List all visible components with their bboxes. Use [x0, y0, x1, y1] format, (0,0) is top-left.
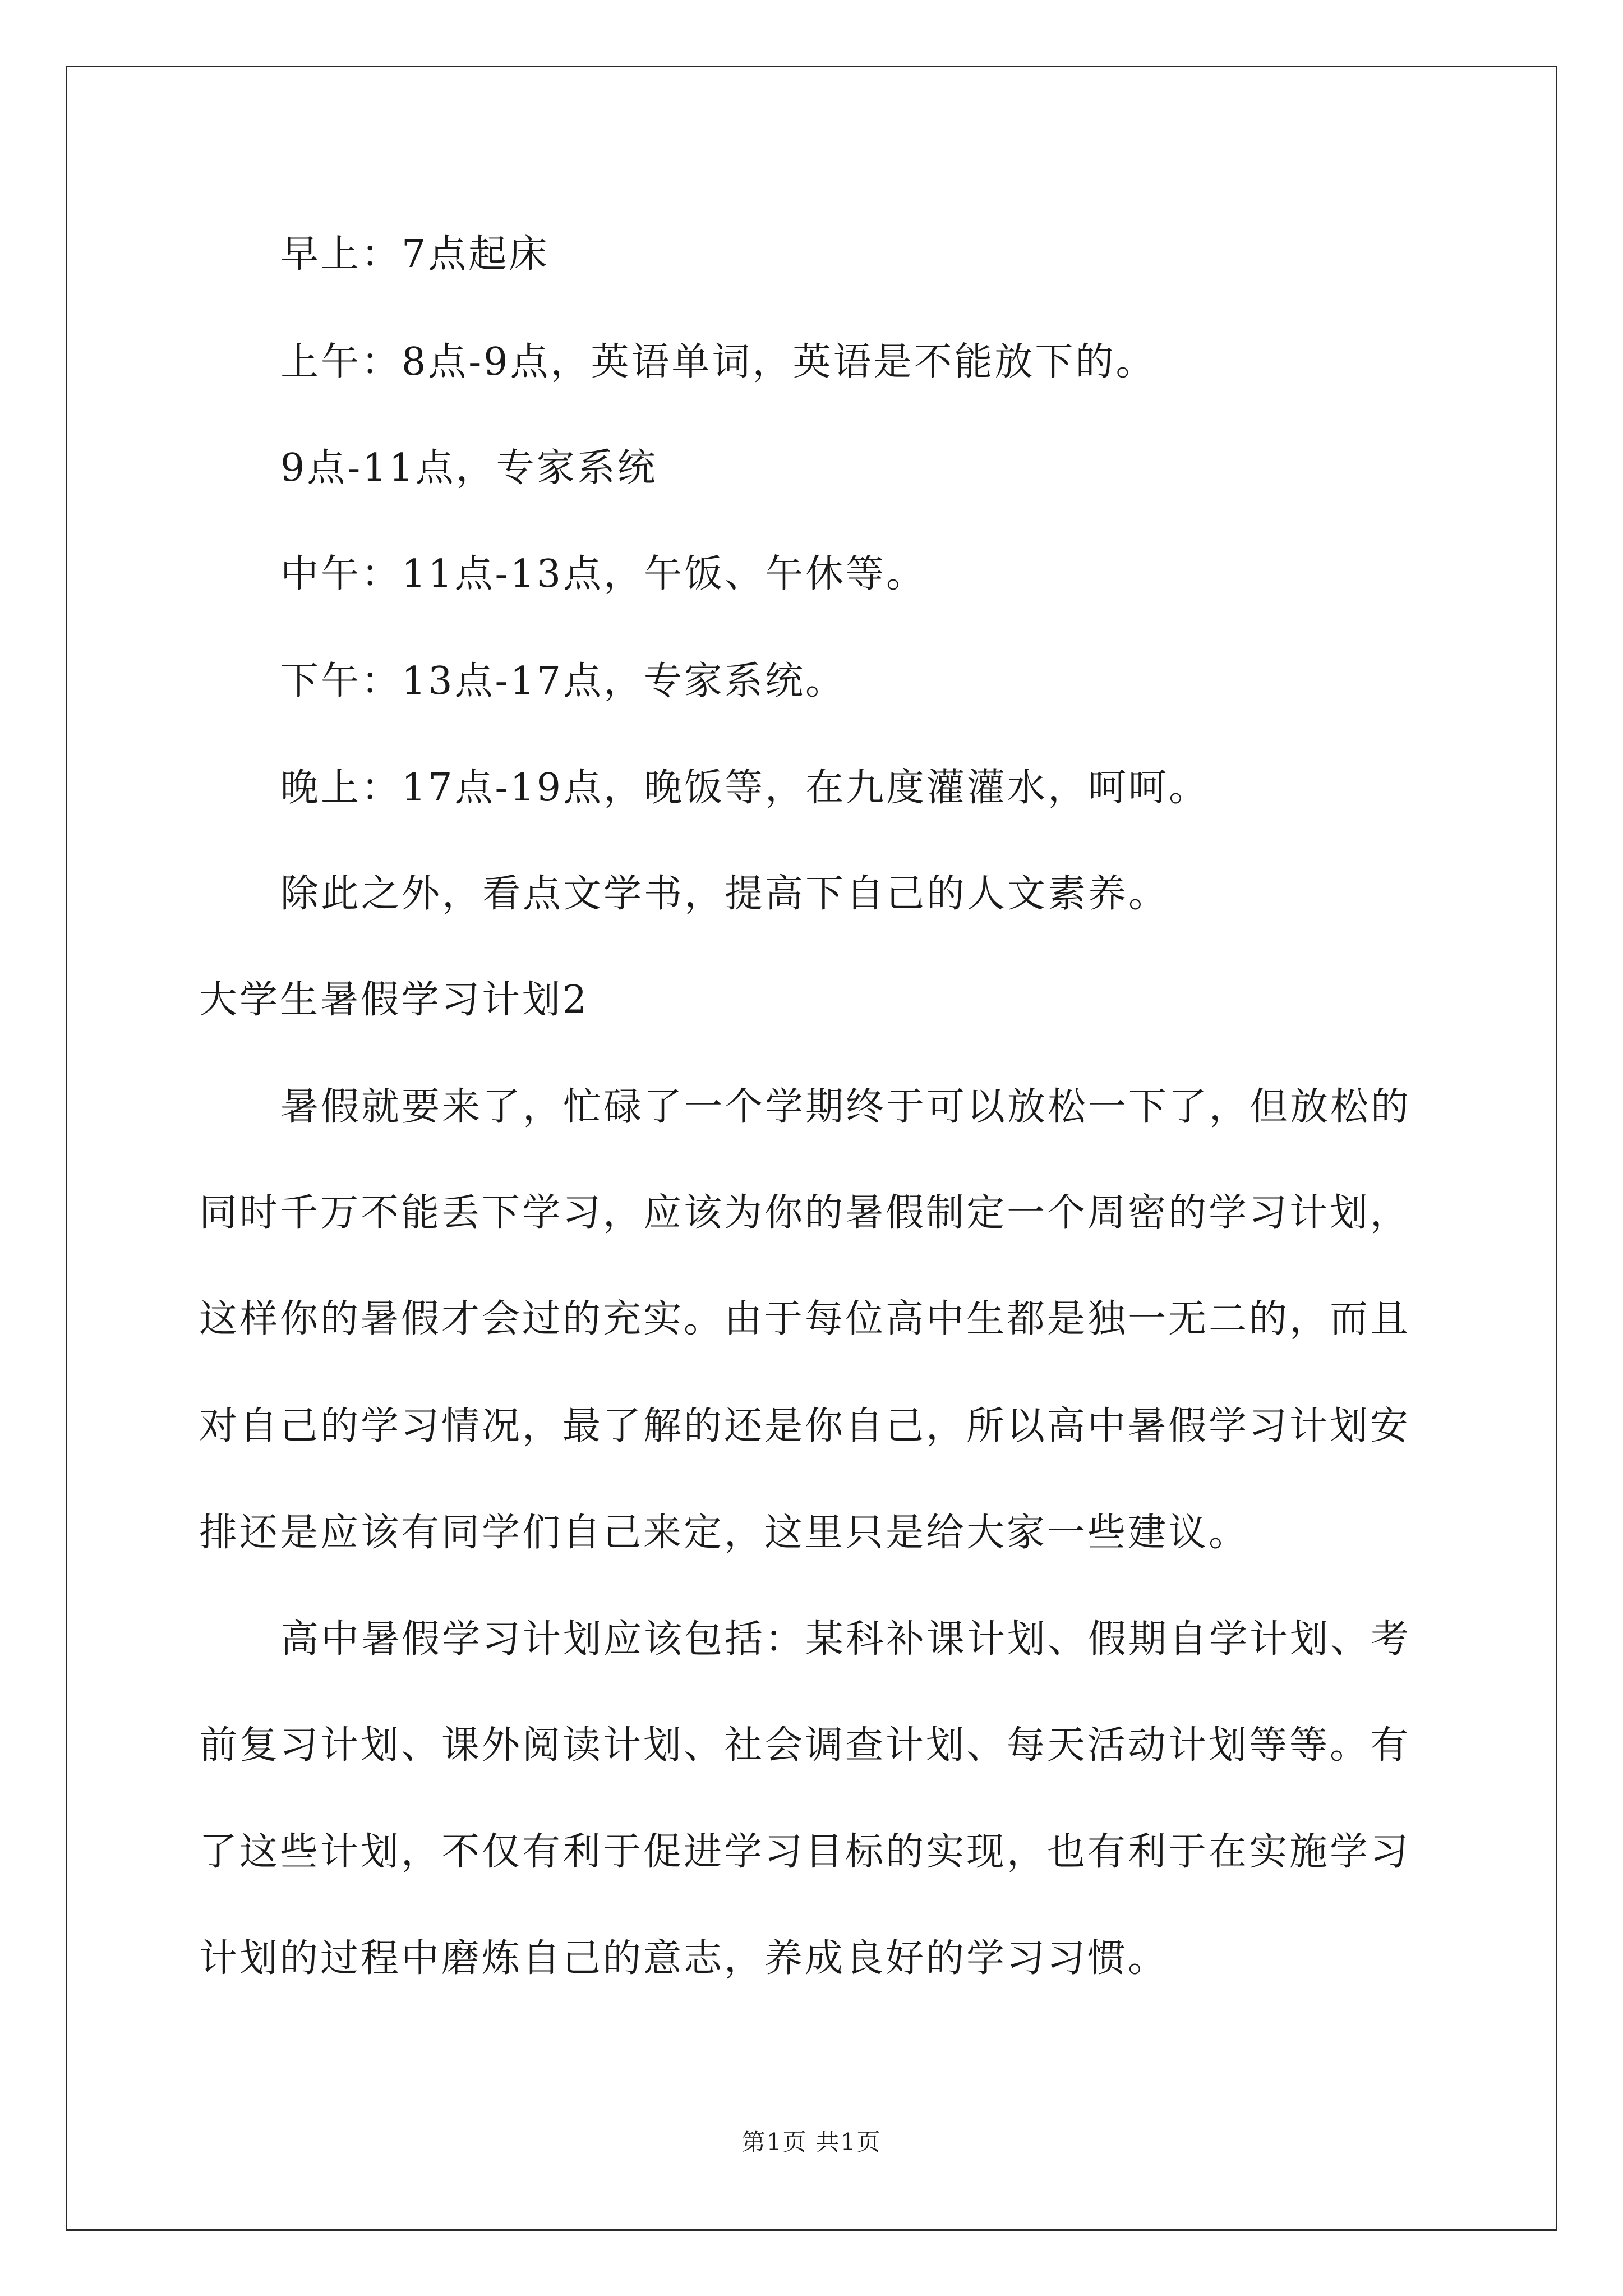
schedule-afternoon: 下午：13点-17点，专家系统。	[280, 659, 846, 703]
schedule-evening: 晚上：17点-19点，晚饭等，在九度灌灌水，呵呵。	[280, 766, 1210, 810]
page-border	[66, 66, 1557, 2231]
schedule-morning-wake: 早上：7点起床	[280, 232, 550, 277]
paragraph-extra-reading: 除此之外，看点文学书，提高下自己的人文素养。	[280, 872, 1169, 916]
paragraph-1-line-4: 对自己的学习情况，最了解的还是你自己，所以高中暑假学习计划安	[199, 1404, 1411, 1448]
paragraph-1-line-3: 这样你的暑假才会过的充实。由于每位高中生都是独一无二的，而且	[199, 1297, 1411, 1341]
paragraph-2-line-4: 计划的过程中磨炼自己的意志，养成良好的学习习惯。	[199, 1936, 1169, 1981]
page-footer: 第1页 共1页	[741, 2128, 882, 2156]
paragraph-2-line-1: 高中暑假学习计划应该包括：某科补课计划、假期自学计划、考	[280, 1617, 1412, 1662]
paragraph-1-line-1: 暑假就要来了，忙碌了一个学期终于可以放松一下了，但放松的	[280, 1085, 1412, 1129]
paragraph-1-line-5: 排还是应该有同学们自己来定，这里只是给大家一些建议。	[199, 1511, 1249, 1555]
paragraph-2-line-3: 了这些计划，不仅有利于促进学习目标的实现，也有利于在实施学习	[199, 1830, 1411, 1874]
paragraph-2-line-2: 前复习计划、课外阅读计划、社会调查计划、每天活动计划等等。有	[199, 1723, 1411, 1768]
paragraph-1-line-2: 同时千万不能丢下学习，应该为你的暑假制定一个周密的学习计划，	[199, 1191, 1411, 1235]
schedule-morning-english: 上午：8点-9点，英语单词，英语是不能放下的。	[280, 340, 1156, 384]
schedule-morning-expert-system: 9点-11点，专家系统	[280, 446, 658, 490]
section-heading: 大学生暑假学习计划2	[199, 978, 589, 1022]
schedule-noon: 中午：11点-13点，午饭、午休等。	[280, 552, 927, 596]
